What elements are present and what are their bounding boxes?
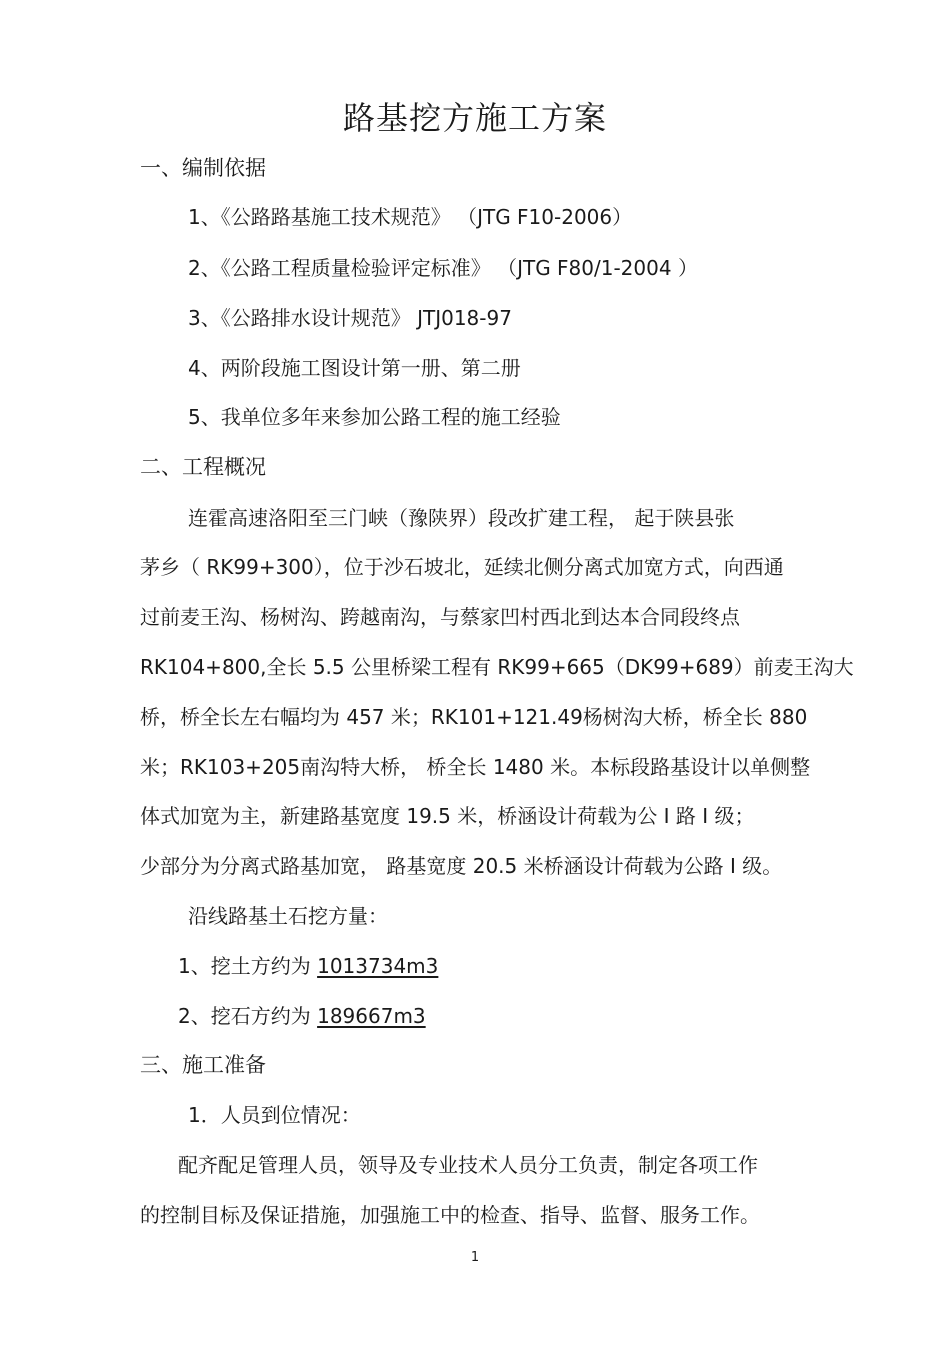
overview-line-6: 米；RK103+205南沟特大桥， 桥全长 1480 米。本标段路基设计以单侧整 <box>140 755 811 779</box>
basis-item-4: 4、两阶段施工图设计第一册、第二册 <box>188 356 521 380</box>
basis-item-2: 2、《公路工程质量检验评定标准》 （JTG F80/1-2004 ） <box>188 256 698 280</box>
section-heading-basis: 一、编制依据 <box>140 156 266 180</box>
basis-item-3: 3、《公路排水设计规范》 JTJ018-97 <box>188 306 512 330</box>
overview-line-1: 连霍高速洛阳至三门峡（豫陕界）段改扩建工程， 起于陕县张 <box>188 506 735 530</box>
preparation-line-2: 的控制目标及保证措施，加强施工中的检查、指导、监督、服务工作。 <box>140 1203 760 1227</box>
volume-label: 1、挖土方约为 <box>178 954 318 978</box>
overview-line-5: 桥，桥全长左右幅均为 457 米；RK101+121.49杨树沟大桥，桥全长 880 <box>140 705 808 729</box>
overview-line-7: 体式加宽为主，新建路基宽度 19.5 米，桥涵设计荷载为公 Ⅰ 路 Ⅰ 级； <box>140 804 755 828</box>
volume-value: 189667m3 <box>317 1004 426 1028</box>
overview-line-3: 过前麦王沟、杨树沟、跨越南沟，与蔡家凹村西北到达本合同段终点 <box>140 605 740 629</box>
basis-item-5: 5、我单位多年来参加公路工程的施工经验 <box>188 405 561 429</box>
section-heading-overview: 二、工程概况 <box>140 455 266 479</box>
volume-item-rock <box>178 1002 439 1030</box>
preparation-subheading: 1．人员到位情况： <box>188 1103 361 1127</box>
preparation-line-1: 配齐配足管理人员，领导及专业技术人员分工负责，制定各项工作 <box>178 1153 758 1177</box>
page-number: 1 <box>470 1250 480 1265</box>
volume-label: 2、挖石方约为 <box>178 1004 318 1028</box>
overview-line-8: 少部分为分离式路基加宽， 路基宽度 20.5 米桥涵设计荷载为公路 Ⅰ 级。 <box>140 854 783 878</box>
volume-intro: 沿线路基土石挖方量： <box>188 904 388 928</box>
volume-value: 1013734m3 <box>317 954 439 978</box>
overview-line-4: RK104+800,全长 5.5 公里桥梁工程有 RK99+665（DK99+689）前麦王沟大 <box>140 655 854 679</box>
overview-line-2: 茅乡（ RK99+300），位于沙石坡北，延续北侧分离式加宽方式，向西通 <box>140 555 784 579</box>
document-title: 路基挖方施工方案 <box>342 99 607 137</box>
section-heading-preparation: 三、施工准备 <box>140 1053 266 1077</box>
basis-item-1: 1、《公路路基施工技术规范》 （JTG F10-2006） <box>188 205 633 229</box>
volume-item-earth <box>178 952 439 980</box>
